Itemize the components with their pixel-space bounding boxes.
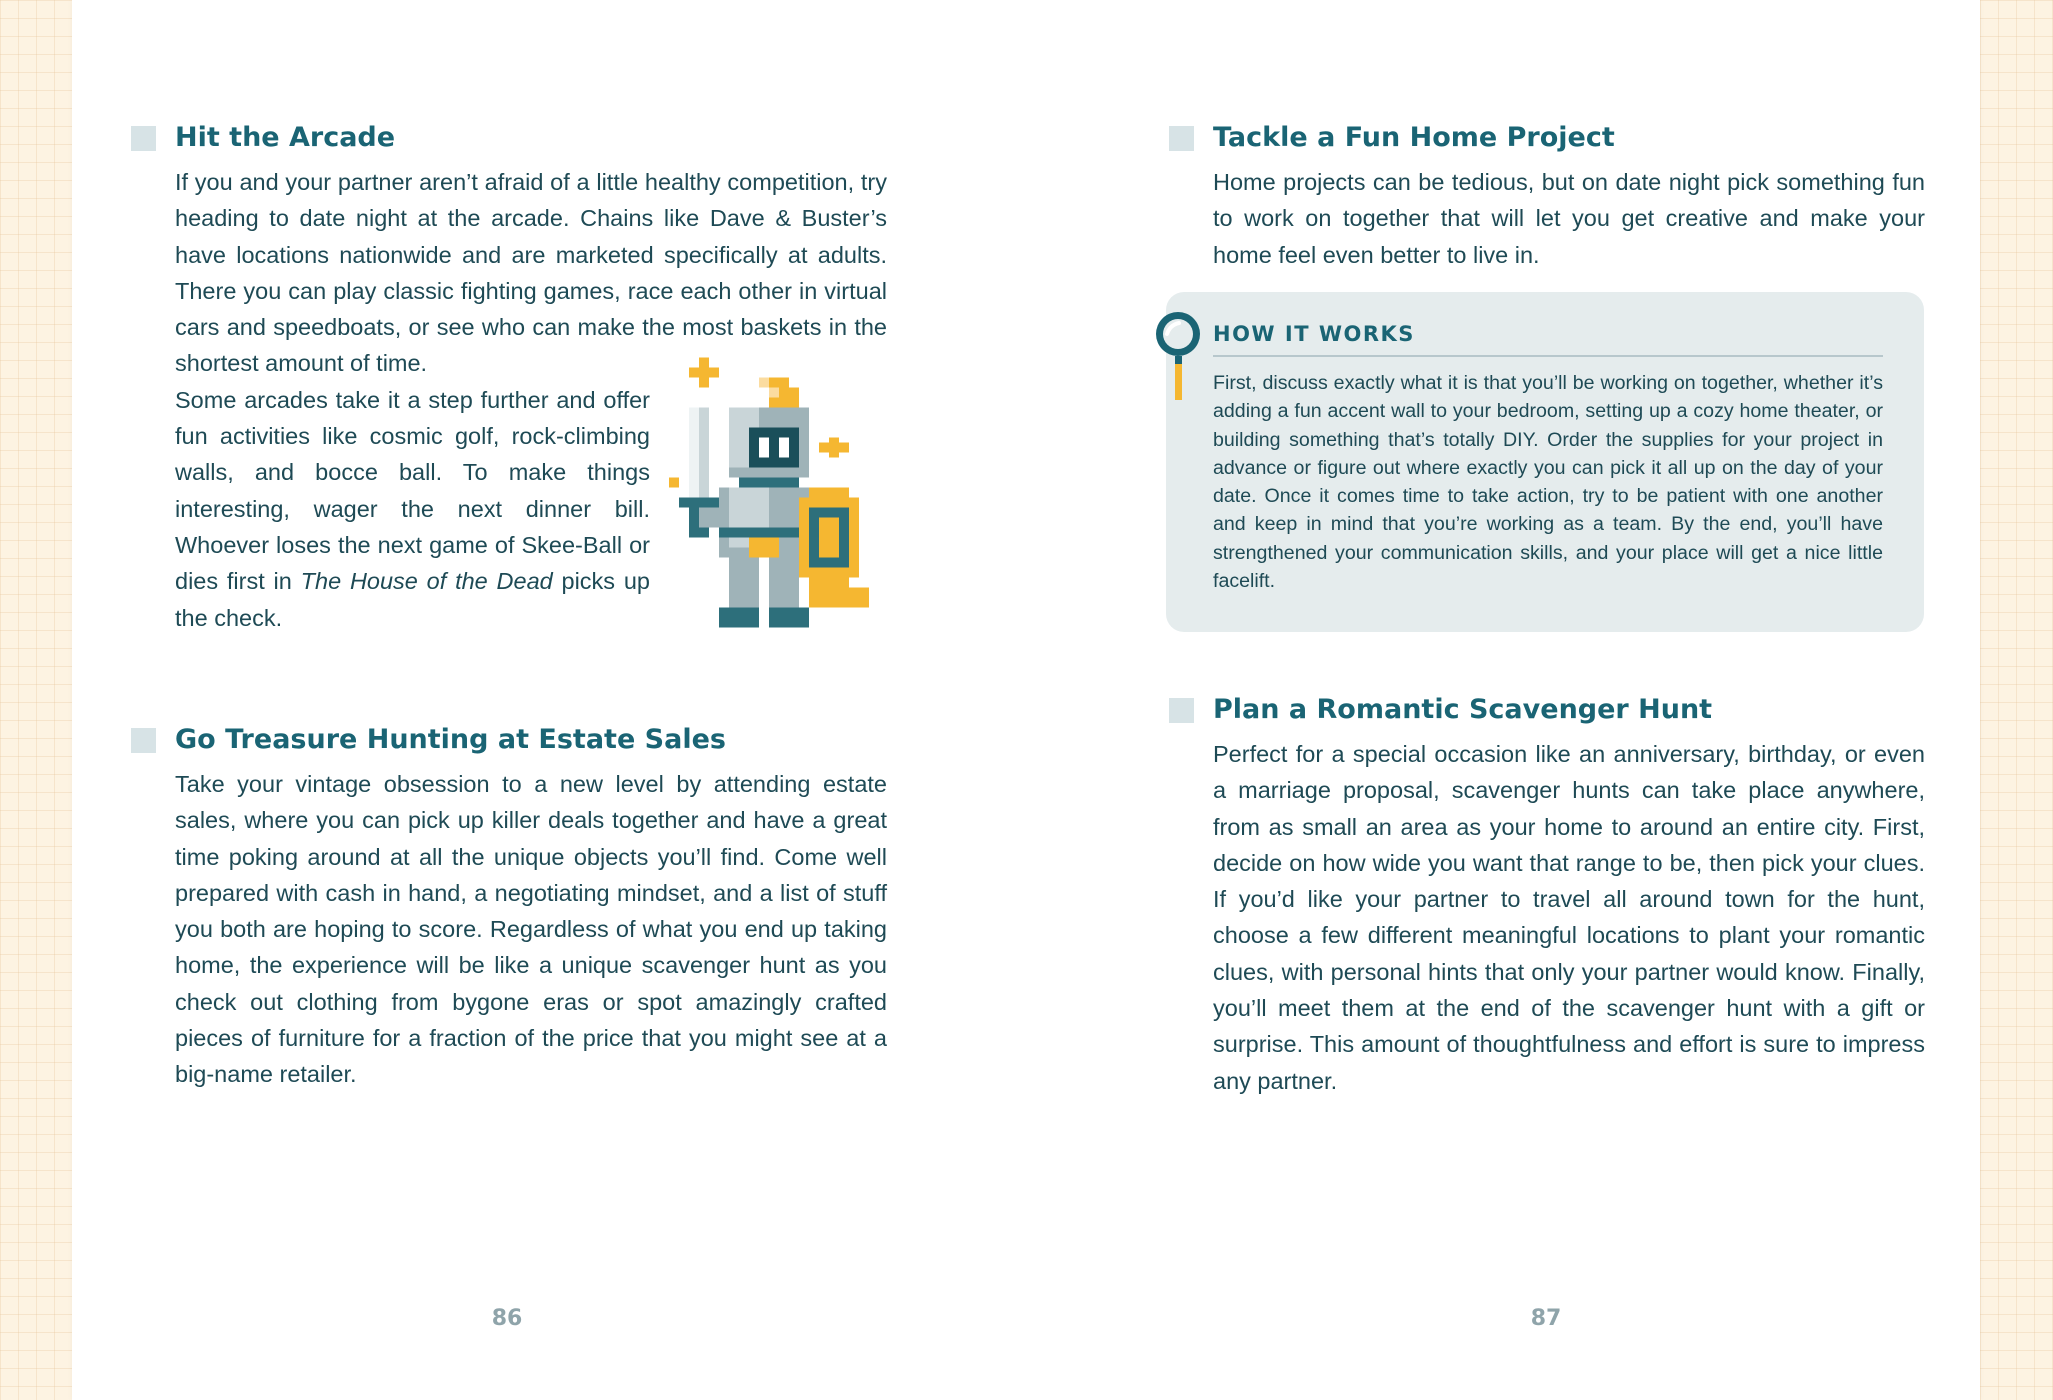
section-square-marker: [131, 728, 156, 753]
home-project-body: Home projects can be tedious, but on date night pick something fun to work on together that will let you get creative and make your home feel even better to live in.: [1213, 169, 1925, 268]
section-estate-sales: [175, 720, 887, 1093]
section-header: [175, 118, 887, 158]
section-header: [175, 720, 887, 760]
page-number-left: 86: [491, 1306, 523, 1331]
section-header: [1213, 118, 1925, 158]
callout-divider: [1213, 355, 1883, 357]
scavenger-body: Perfect for a special occasion like an anniversary, birthday, or even a marriage proposal, scavenger hunts can take place anywhere, from as small an area as your home to around an entire city. First, decide on how wide you want that range to be, then pick your clues. If you’d like your partner to travel all around town for the hunt, choose a few different meaningful locations to plant your romantic clues, with personal hints that only your partner would know. Finally, you’ll meet them at the end of the scavenger hunt with a gift or surprise. This amount of thoughtfulness and effort is sure to impress any partner.: [1213, 741, 1925, 1094]
how-it-works-callout: [1166, 292, 1924, 632]
section-scavenger-hunt: [1213, 690, 1925, 1099]
arcade-body-end: picks up the check.: [175, 568, 650, 631]
section-title: Hit the Arcade: [175, 122, 396, 153]
magnifying-glass-icon: [1152, 308, 1204, 418]
callout-body: First, discuss exactly what it is that you’ll be working on together, whether it’s adding a fun accent wall to your bedroom, setting up a cozy home theater, or building something that’s totally DIY. Order the supplies for your project in advance or figure out where exactly you can pick it all up on the day of your date. Once it comes time to take action, try to be patient with one another and keep in mind that you’re working as a team. By the end, you’ll have strengthened your communication skills, and your place will get a nice little facelift.: [1213, 372, 1883, 593]
section-title: Tackle a Fun Home Project: [1213, 122, 1615, 153]
callout-title: HOW IT WORKS: [1213, 322, 1415, 346]
section-square-marker: [1169, 126, 1194, 151]
section-title: Go Treasure Hunting at Estate Sales: [175, 724, 726, 755]
arcade-game-title: The House of the Dead: [300, 568, 553, 595]
section-hit-the-arcade: [175, 118, 887, 636]
section-home-project: [1213, 118, 1925, 273]
page-number-right: 87: [1530, 1306, 1562, 1331]
estate-body: Take your vintage obsession to a new level by attending estate sales, where you can pick up killer deals together and have a great time poking around at all the unique objects you’ll find. Come well prepared with cash in hand, a negotiating mindset, and a list of stuff you both are hoping to score. Regardless of what you end up taking home, the experience will be like a unique scavenger hunt as you check out clothing from bygone eras or spot amazingly crafted pieces of furniture for a fraction of the price that you might see at a big-name retailer.: [175, 771, 887, 1088]
section-square-marker: [131, 126, 156, 151]
arcade-body-wrap: [175, 382, 650, 636]
section-title: Plan a Romantic Scavenger Hunt: [1213, 694, 1713, 725]
arcade-body-wrap-text: Some arcades take it a step further and offer fun activities like cosmic golf, rock-climbing walls, and bocce ball. To make things interesting, wager the next dinner bill. Whoever loses the next game of Skee-Ball or dies first in: [175, 386, 650, 595]
section-header: [1213, 690, 1925, 730]
arcade-body-full: If you and your partner aren’t afraid of a little healthy competition, try heading to date night at the arcade. Chains like Dave & Buster’s have locations nationwide and are marketed specifically at adults. There you can play classic fighting games, race each other in virtual cars and speedboats, or see who can make the most baskets in the shortest amount of time.: [175, 169, 887, 377]
pixel-knight-illustration: [669, 355, 889, 640]
section-square-marker: [1169, 698, 1194, 723]
